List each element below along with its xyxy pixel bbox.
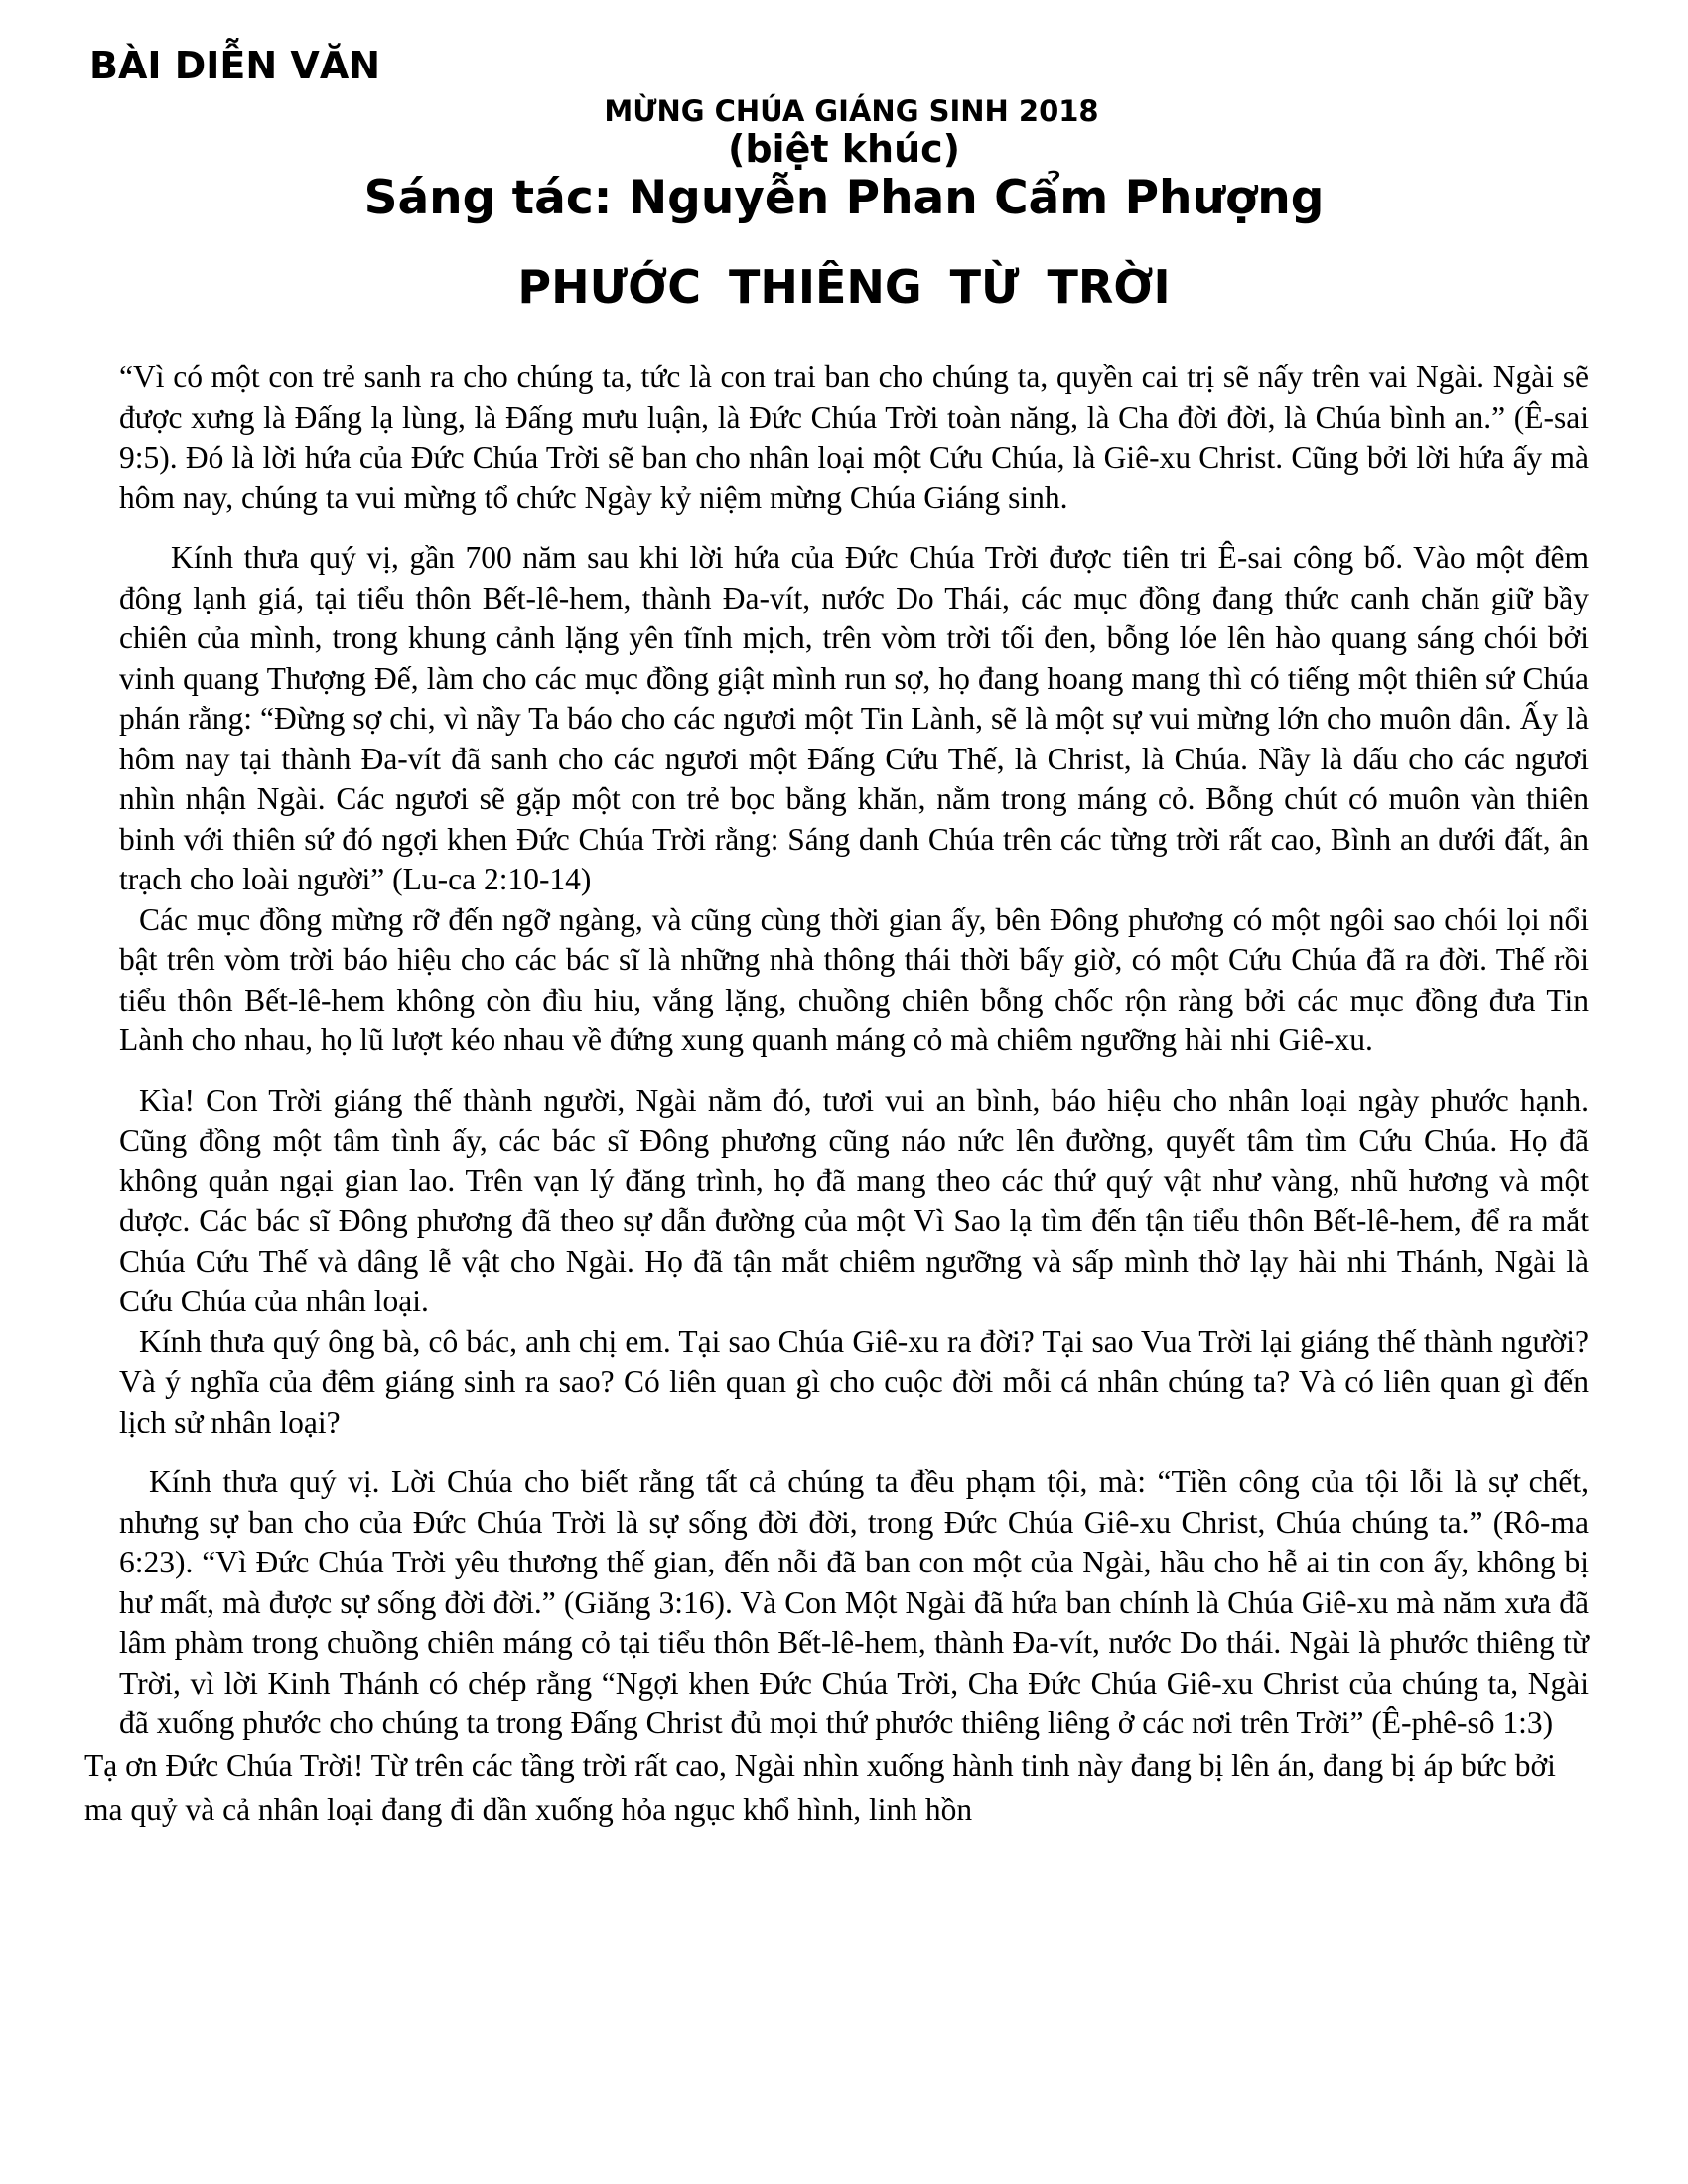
document-label: BÀI DIỄN VĂN xyxy=(89,44,381,87)
author-line: Sáng tác: Nguyễn Phan Cẩm Phượng xyxy=(363,171,1325,225)
paragraph-3: Các mục đồng mừng rỡ đến ngỡ ngàng, và cũng cùng thời gian ấy, bên Đông phương có một ngôi sao chói lọi nổi bật trên vòm trời báo hiệu cho các bác sĩ là những nhà thông thái thời bấy giờ, có một Cứu Chúa đã ra đời. Thế rồi tiểu thôn Bết-lê-hem không còn đìu hiu, vắng lặng, chuồng chiên bỗng chốc rộn ràng bởi các mục đồng đưa Tin Lành cho nhau, họ lũ lượt kéo nhau về đứng xung quanh máng cỏ mà chiêm ngưỡng hài nhi Giê-xu. xyxy=(119,901,1589,1057)
paragraph-7: Tạ ơn Đức Chúa Trời! Từ trên các tầng trời rất cao, Ngài nhìn xuống hành tinh này đang bị lên án, đang bị áp bức bởi ma quỷ và cả nhân loại đang đi dần xuống hỏa ngục khổ hình, linh hồn xyxy=(84,1747,1556,1827)
body-text xyxy=(84,357,1589,1832)
paragraph-1: “Vì có một con trẻ sanh ra cho chúng ta, tức là con trai ban cho chúng ta, quyền cai trị sẽ nấy trên vai Ngài. Ngài sẽ được xưng là Đấng lạ lùng, là Đấng mưu luận, là Đức Chúa Trời toàn năng, là Cha đời đời, là Chúa bình an.” (Ê-sai 9:5). Đó là lời hứa của Đức Chúa Trời sẽ ban cho nhân loại một Cứu Chúa, là Giê-xu Christ. Cũng bởi lời hứa ấy mà hôm nay, chúng ta vui mừng tổ chức Ngày kỷ niệm mừng Chúa Giáng sinh. xyxy=(119,359,1589,515)
subtitle-note: (biệt khúc) xyxy=(727,127,961,171)
paragraph-4: Kìa! Con Trời giáng thế thành người, Ngài nằm đó, tươi vui an bình, báo hiệu cho nhân loại ngày phước hạnh. Cũng đồng một tâm tình ấy, các bác sĩ Đông phương cũng náo nức lên đường, quyết tâm tìm Cứu Chúa. Họ đã không quản ngại gian lao. Trên vạn lý đăng trình, họ đã mang theo các thứ quý vật như vàng, nhũ hương và một dược. Các bác sĩ Đông phương đã theo sự dẫn đường của một Vì Sao lạ tìm đến tận tiểu thôn Bết-lê-hem, để ra mắt Chúa Cứu Thế và dâng lễ vật cho Ngài. Họ đã tận mắt chiêm ngưỡng và sấp mình thờ lạy hài nhi Thánh, Ngài là Cứu Chúa của nhân loại. xyxy=(119,1082,1589,1318)
paragraph-6: Kính thưa quý vị. Lời Chúa cho biết rằng tất cả chúng ta đều phạm tội, mà: “Tiền công của tội lỗi là sự chết, nhưng sự ban cho của Đức Chúa Trời là sự sống đời đời, trong Đức Chúa Giê-xu Christ, Chúa chúng ta.” (Rô-ma 6:23). “Vì Đức Chúa Trời yêu thương thế gian, đến nỗi đã ban con một của Ngài, hầu cho hễ ai tin con ấy, không bị hư mất, mà được sự sống đời đời.” (Giăng 3:16). Và Con Một Ngài đã hứa ban chính là Chúa Giê-xu mà năm xưa đã lâm phàm trong chuồng chiên máng cỏ tại tiểu thôn Bết-lê-hem, thành Đa-vít, nước Do thái. Ngài là phước thiêng từ Trời, vì lời Kinh Thánh có chép rằng “Ngợi khen Đức Chúa Trời, Cha Đức Chúa Giê-xu Christ của chúng ta, Ngài đã xuống phước cho chúng ta trong Đấng Christ đủ mọi thứ phước thiêng liêng ở các nơi trên Trời” (Ê-phê-sô 1:3) xyxy=(119,1464,1589,1740)
paragraph-2: Kính thưa quý vị, gần 700 năm sau khi lời hứa của Đức Chúa Trời được tiên tri Ê-sai công bố. Vào một đêm đông lạnh giá, tại tiểu thôn Bết-lê-hem, thành Đa-vít, nước Do Thái, các mục đồng đang thức canh chăn giữ bầy chiên của mình, trong khung cảnh lặng yên tĩnh mịch, trên vòm trời tối đen, bỗng lóe lên hào quang sáng chói bởi vinh quang Thượng Đế, làm cho các mục đồng giật mình run sợ, họ đang hoang mang thì có tiếng một thiên sứ Chúa phán rằng: “Đừng sợ chi, vì nầy Ta báo cho các ngươi một Tin Lành, sẽ là một sự vui mừng lớn cho muôn dân. Ấy là hôm nay tại thành Đa-vít đã sanh cho các ngươi một Đấng Cứu Thế, là Christ, là Chúa. Nầy là dấu cho các ngươi nhìn nhận Ngài. Các ngươi sẽ gặp một con trẻ bọc bằng khăn, nằm trong máng cỏ. Bỗng chút có muôn vàn thiên binh với thiên sứ đó ngợi khen Đức Chúa Trời rằng: Sáng danh Chúa trên các từng trời rất cao, Bình an dưới đất, ân trạch cho loài người” (Lu-ca 2:10-14) xyxy=(119,540,1589,896)
paragraph-5: Kính thưa quý ông bà, cô bác, anh chị em. Tại sao Chúa Giê-xu ra đời? Tại sao Vua Trời lại giáng thế thành người? Và ý nghĩa của đêm giáng sinh ra sao? Có liên quan gì cho cuộc đời mỗi cá nhân chúng ta? Và có liên quan gì đến lịch sử nhân loại? xyxy=(119,1323,1589,1439)
event-subtitle: MỪNG CHÚA GIÁNG SINH 2018 xyxy=(604,94,1099,128)
page-title: PHƯỚC THIÊNG TỪ TRỜI xyxy=(517,260,1171,314)
